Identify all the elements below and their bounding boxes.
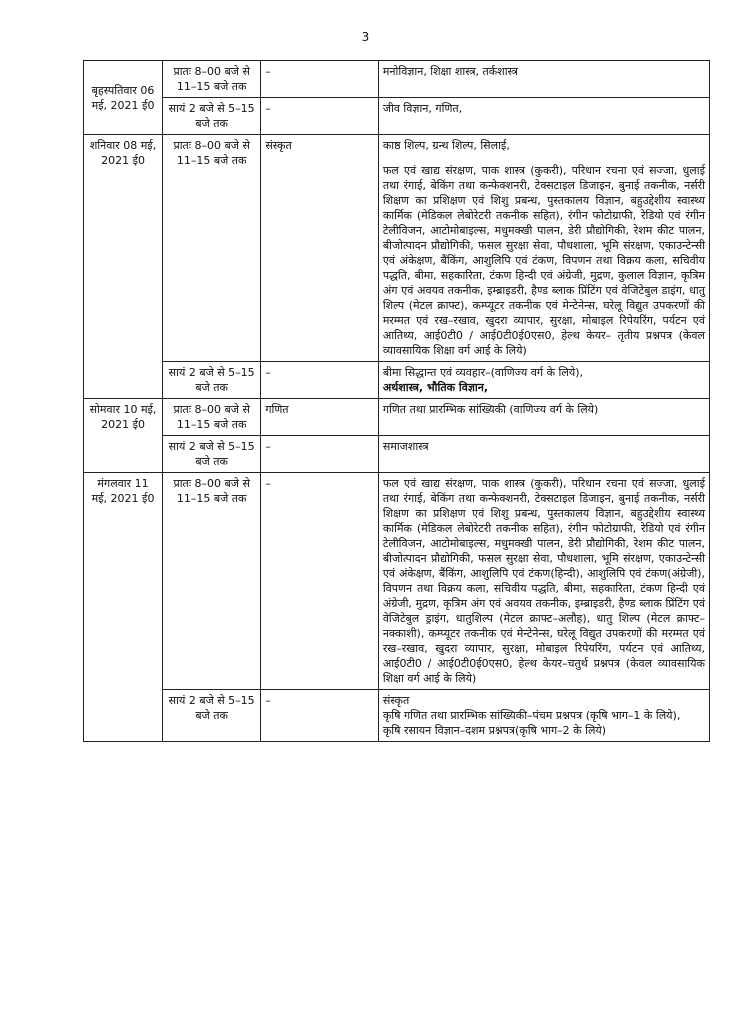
table-row: [84, 436, 710, 473]
subject-cell-a: संस्कृत: [261, 135, 379, 362]
subject-paragraph: फल एवं खाद्य संरक्षण, पाक शास्त्र (कुकरी), परिधान रचना एवं सज्जा, धुलाई तथा रंगाई, बेकिंग तथा कन्फेक्शनरी, टेक्सटाइल डिजाइन, बुनाई तकनीक, नर्सरी शिक्षण का प्रशिक्षण एवं शिशु प्रबन्ध, पुस्तकालय विज्ञान, बहुउद्देशीय स्वास्थ्य कार्मिक (मेडिकल लेबोरेटरी तकनीक सहित), रंगीन फोटोग्राफी, रेडियो एवं रंगीन टेलीविजन, आटोमोबाइल्स, मधुमक्खी पालन, डेरी प्रौद्योगिकी, रेशम कीट पालन, बीजोत्पादन प्रौद्योगिकी, फसल सुरक्षा सेवा, पौधशाला, भूमि संरक्षण, एकाउन्टेन्सी एवं अंकेक्षण, बैंकिंग, आशुलिपि एवं टंकण, विपणन तथा विक्रय कला, सचिवीय पद्धति, बीमा, सहकारिता, टंकण हिन्दी एवं अंग्रेजी, मुद्रण, कुलाल विज्ञान, कृत्रिम अंग एवं अवयव तकनीक, इम्ब्राइडरी, हैण्ड ब्लाक प्रिंटिंग एवं वेजिटेबुल डाइंग, धातु शिल्प (मेटल क्राफ्ट), कम्प्यूटर तकनीक एवं मेन्टेनेन्स, घरेलू विद्युत उपकरणों की मरम्मत एवं रख–रखाव, खुदरा व्यापार, सुरक्षा, मोबाइल रिपेयरिंग, पर्यटन एवं आतिथ्य, आई0टी0 / आई0टी0ई0एस0, हेल्थ केयर– तृतीय प्रश्नपत्र (केवल व्यावसायिक शिक्षा वर्ग आई के लिये): [382, 164, 705, 357]
subject-cell-b: फल एवं खाद्य संरक्षण, पाक शास्त्र (कुकरी), परिधान रचना एवं सज्जा, धुलाई तथा रंगाई, बेकिंग तथा कन्फेक्शनरी, टेक्सटाइल डिजाइन, बुनाई तकनीक, नर्सरी शिक्षण का प्रशिक्षण एवं शिशु प्रबन्ध, पुस्तकालय विज्ञान, बहुउद्देशीय स्वास्थ्य कार्मिक (मेडिकल लेबोरेटरी तकनीक सहित), रंगीन फोटोग्राफी, रेडियो एवं रंगीन टेलीविजन, आटोमोबाइल्स, मधुमक्खी पालन, डेरी प्रौद्योगिकी, रेशम कीट पालन, बीजोत्पादन प्रौद्योगिकी, फसल सुरक्षा सेवा, पौधशाला, भूमि संरक्षण, एकाउन्टेन्सी एवं अंकेक्षण, बैंकिंग, आशुलिपि एवं टंकण(हिन्दी), आशुलिपि एवं टंकण(अंग्रेजी), विपणन तथा विक्रय कला, सचिवीय पद्धति, बीमा, सहकारिता, टंकण हिन्दी एवं अंग्रेजी, मुद्रण, कृत्रिम अंग एवं अवयव तकनीक, इम्ब्राइडरी, हैण्ड ब्लाक प्रिंटिंग एवं वेजिटेबुल ड्राइंग, धातुशिल्प (मेटल क्राफ्ट–अलौह), धातु शिल्प (मेटल क्राफ्ट–नक्काशी), कम्प्यूटर तकनीक एवं मेन्टेनेन्स, घरेलू विद्युत उपकरणों की मरम्मत एवं रख–रखाव, खुदरा व्यापार, सुरक्षा, मोबाइल रिपेयरिंग, पर्यटन एवं आतिथ्य, आई0टी0 / आई0टी0ई0एस0, हेल्थ केयर–चतुर्थ प्रश्नपत्र (केवल व्यावसायिक शिक्षा वर्ग आई के लिये): [378, 473, 709, 690]
table-row: [84, 399, 710, 436]
time-cell: सायं 2 बजे से 5–15 बजे तक: [163, 690, 261, 742]
time-cell: प्रातः 8–00 बजे से 11–15 बजे तक: [163, 135, 261, 362]
subject-cell-a: –: [261, 98, 379, 135]
table-row: [84, 473, 710, 690]
table-row: [84, 135, 710, 362]
subject-line-bold: अर्थशास्त्र, भौतिक विज्ञान,: [382, 381, 489, 394]
day-cell: बृहस्पतिवार 06 मई, 2021 ई0: [84, 61, 163, 135]
time-cell: सायं 2 बजे से 5–15 बजे तक: [163, 98, 261, 135]
subject-cell-a: –: [261, 61, 379, 98]
day-cell: सोमवार 10 मई, 2021 ई0: [84, 399, 163, 473]
time-cell: सायं 2 बजे से 5–15 बजे तक: [163, 436, 261, 473]
subject-cell-b: [378, 690, 709, 742]
table-row: [84, 61, 710, 98]
subject-line: कृषि रसायन विज्ञान–दशम प्रश्नपत्र(कृषि भाग–2 के लिये): [382, 724, 607, 737]
table-row: [84, 362, 710, 399]
subject-line: संस्कृत: [382, 694, 410, 707]
subject-cell-a: –: [261, 473, 379, 690]
table-row: [84, 98, 710, 135]
day-cell: शनिवार 08 मई, 2021 ई0: [84, 135, 163, 399]
day-cell: मंगलवार 11 मई, 2021 ई0: [84, 473, 163, 742]
table-row: [84, 690, 710, 742]
subject-cell-a: –: [261, 362, 379, 399]
subject-line: कृषि गणित तथा प्रारम्भिक सांख्यिकी–पंचम प्रश्नपत्र (कृषि भाग–1 के लिये),: [382, 709, 681, 722]
time-cell: प्रातः 8–00 बजे से 11–15 बजे तक: [163, 473, 261, 690]
subject-cell-a: गणित: [261, 399, 379, 436]
time-cell: प्रातः 8–00 बजे से 11–15 बजे तक: [163, 399, 261, 436]
subject-cell-a: –: [261, 436, 379, 473]
time-cell: सायं 2 बजे से 5–15 बजे तक: [163, 362, 261, 399]
subject-cell-b: समाजशास्त्र: [378, 436, 709, 473]
subject-line: बीमा सिद्धान्त एवं व्यवहार–(वाणिज्य वर्ग के लिये),: [382, 366, 584, 379]
subject-cell-a: –: [261, 690, 379, 742]
subject-cell-b: [378, 135, 709, 362]
subject-line: काष्ठ शिल्प, ग्रन्थ शिल्प, सिलाई,: [382, 139, 510, 152]
subject-cell-b: मनोविज्ञान, शिक्षा शास्त्र, तर्कशास्त्र: [378, 61, 709, 98]
page-number: 3: [361, 30, 370, 44]
exam-schedule-table: [83, 60, 710, 742]
subject-cell-b: [378, 362, 709, 399]
subject-cell-b: जीव विज्ञान, गणित,: [378, 98, 709, 135]
time-cell: प्रातः 8–00 बजे से 11–15 बजे तक: [163, 61, 261, 98]
subject-cell-b: गणित तथा प्रारम्भिक सांख्यिकी (वाणिज्य वर्ग के लिये): [378, 399, 709, 436]
